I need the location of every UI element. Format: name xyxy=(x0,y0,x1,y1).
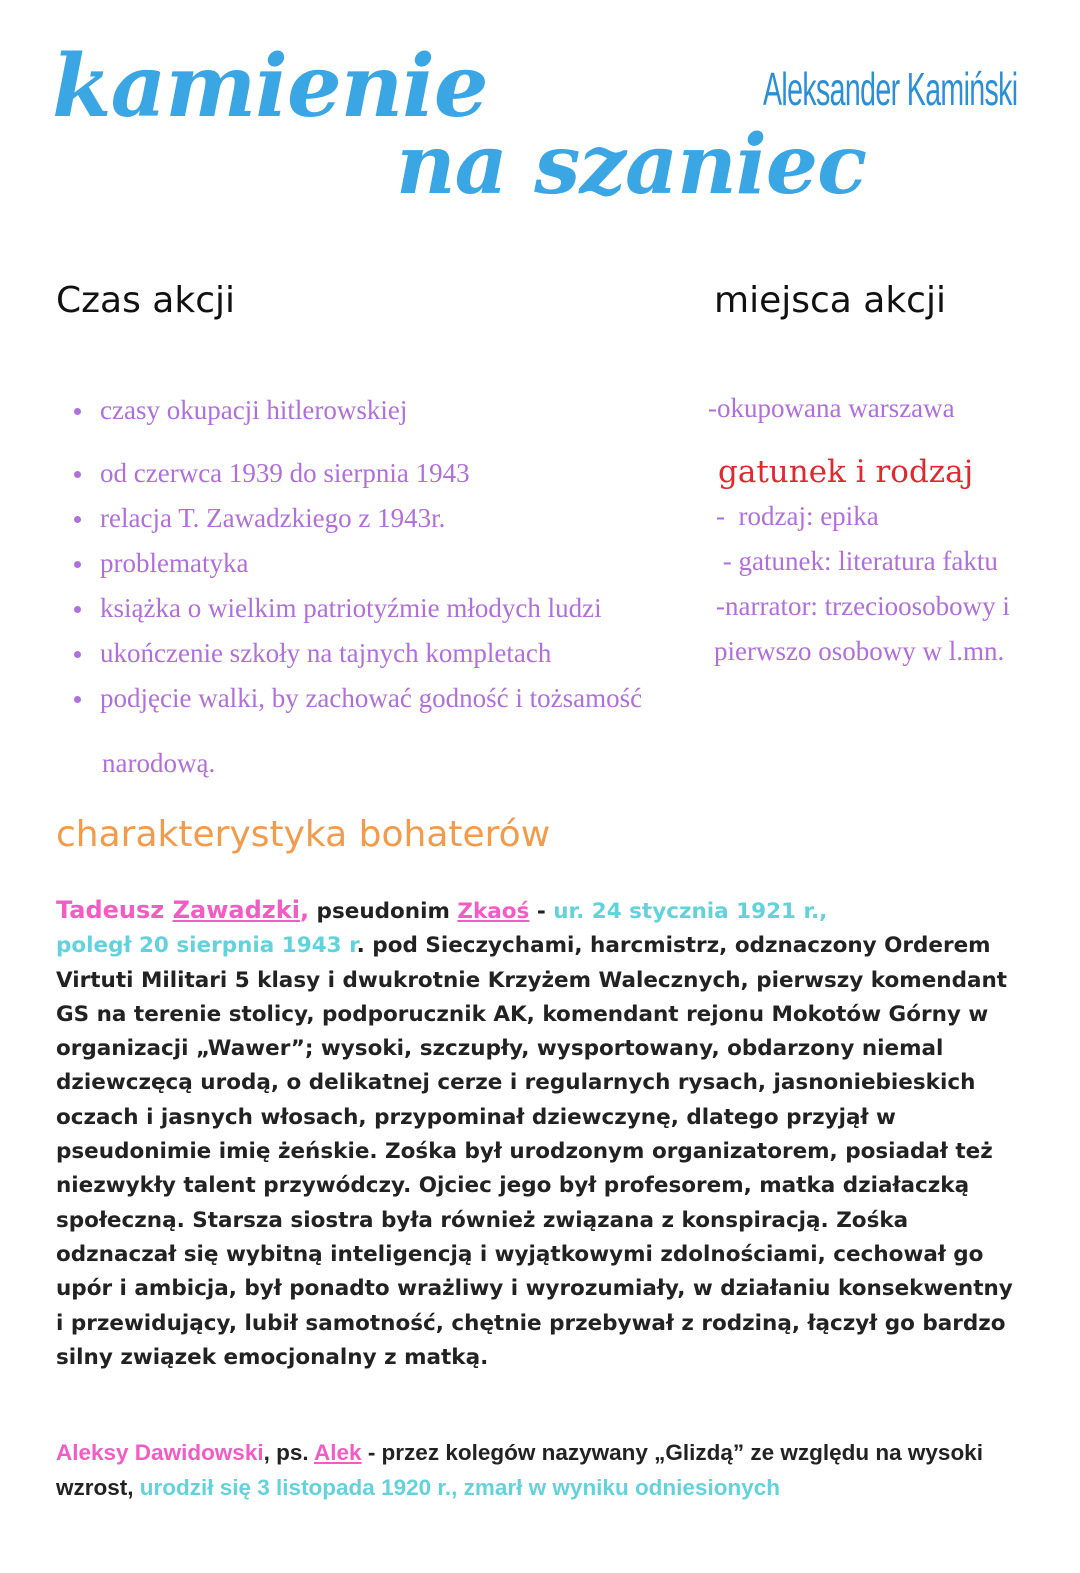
place-heading: miejsca akcji xyxy=(714,280,946,321)
bio-description: . pod Sieczychami, harcmistrz, odznaczony Orderem Virtuti Militari 5 klasy i dwukrotnie Krzyżem Walecznych, pierwszy komendant GS na terenie stolicy, podporucznik AK, komendant rejonu Mokotów Górny w organizacji „Wawer”; wysoki, szczupły, wysportowany, obdarzony niemal dziewczęcą urodą, o delikatnej cerze i regularnych rysach, jasnoniebieskich oczach i jasnych włosach, przypominał dziewczynę, dlatego przyjął w pseudonimie imię żeńskie. Zośka był urodzonym organizatorem, posiadał też niezwykły talent przywódczy. Ojciec jego był profesorem, matka działaczką społeczną. Starsza siostra była również związana z konspiracją. Zośka odznaczał się wybitną inteligencją i wyjątkowymi zdolnościami, cechował go upór i ambicja, był ponadto wrażliwy i wyrozumiały, w działaniu konsekwentny i przewidujący, lubił samotność, chętnie przebywał z rodziną, łączył go bardzo silny związek emocjonalny z matką. xyxy=(56,933,1013,1370)
bio-zawadzki xyxy=(56,893,1016,1375)
name-comma: , xyxy=(299,896,310,924)
list-item: ukończenie szkoły na tajnych kompletach xyxy=(70,631,642,676)
dash: - xyxy=(529,899,554,924)
list-item: problematyka xyxy=(70,541,642,586)
character-last-name: Zawadzki xyxy=(172,896,300,924)
time-heading: Czas akcji xyxy=(56,280,235,321)
pseudonim-label: pseudonim xyxy=(309,899,458,924)
list-item: relacja T. Zawadzkiego z 1943r. xyxy=(70,496,642,541)
title-line-2: na szaniec xyxy=(396,117,867,213)
genre-line: pierwszo osobowy w l.mn. xyxy=(714,636,1005,666)
list-item: podjęcie walki, by zachować godność i tożsamość xyxy=(70,676,642,721)
author-name: Aleksander Kamiński xyxy=(763,63,1018,115)
place-value: -okupowana warszawa xyxy=(708,393,955,423)
character-first-name: Tadeusz xyxy=(56,896,173,924)
title-line-1: kamienie xyxy=(52,36,488,137)
ps-label: , ps. xyxy=(263,1440,315,1465)
list-item: książka o wielkim patriotyźmie młodych ludzi xyxy=(70,586,642,631)
bio-description: - przez kolegów nazywany „Glizdą” ze względu na wysoki wzrost, xyxy=(56,1440,983,1500)
birth-date: urodził się 3 listopada 1920 r., zmarł w wyniku odniesionych xyxy=(139,1475,780,1500)
character-name: Aleksy Dawidowski xyxy=(56,1440,264,1465)
bio-dawidowski xyxy=(56,1435,1036,1505)
birth-date: ur. 24 stycznia 1921 r., xyxy=(553,899,828,924)
genre-line: - rodzaj: epika xyxy=(716,501,879,531)
characters-heading: charakterystyka bohaterów xyxy=(56,814,551,855)
death-date: poległ 20 sierpnia 1943 r xyxy=(56,933,357,959)
list-item: czasy okupacji hitlerowskiej xyxy=(70,388,642,433)
list-continuation: narodową. xyxy=(102,748,216,778)
character-pseudonim: Alek xyxy=(314,1440,362,1465)
genre-line: -narrator: trzecioosobowy i xyxy=(716,591,1010,621)
character-pseudonim: Zkaoś xyxy=(457,899,530,924)
genre-heading: gatunek i rodzaj xyxy=(718,454,974,490)
list-item: od czerwca 1939 do sierpnia 1943 xyxy=(70,451,642,496)
genre-line: - gatunek: literatura faktu xyxy=(716,546,998,576)
time-list xyxy=(70,388,642,721)
